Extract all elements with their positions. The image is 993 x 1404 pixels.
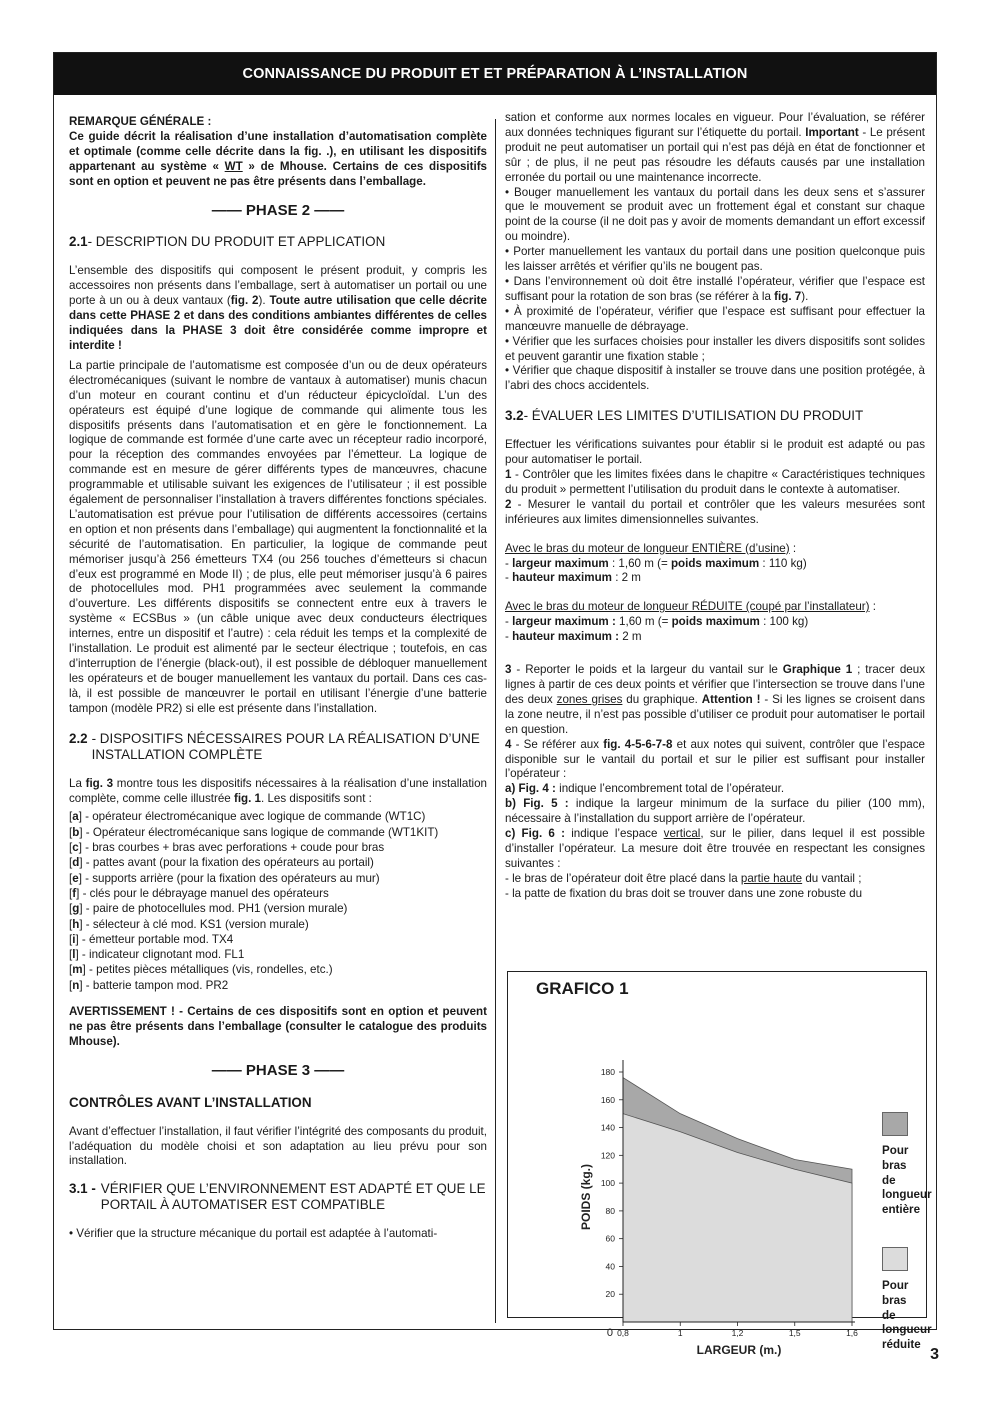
legend-label-line: Pour bras <box>882 1144 909 1172</box>
reduite-largeur: - largeur maximum : 1,60 m (= poids maximum : 100 kg) <box>505 615 809 629</box>
device-list-item: [a] - opérateur électromécanique avec logique de commande (WT1C) <box>69 810 426 824</box>
section-3-2-heading: 3.2 - ÉVALUER LES LIMITES D’UTILISATION DU PRODUIT <box>505 408 864 424</box>
bullet-6: • Vérifier que chaque dispositif à installer se trouve dans une position protégée, à l’abri des chocs accidentels. <box>505 364 925 393</box>
device-list-item: [l] - indicateur clignotant mod. FL1 <box>69 948 245 962</box>
entiere-largeur: - largeur maximum : 1,60 m (= poids maximum : 110 kg) <box>505 556 807 570</box>
phase-2-heading: —— PHASE 2 —— <box>211 201 345 219</box>
fig-6-note: c) Fig. 6 : indique l’espace vertical, sur le pilier, dans lequel il est possible d’installer l’opérateur. La mesure doit être trouvée en respectant les consignes suivantes : <box>505 827 925 870</box>
consigne-2: - la patte de fixation du bras doit se trouver dans une zone robuste du <box>505 886 863 900</box>
x-tick-label: 1,2 <box>731 1328 744 1338</box>
bullet-1: • Bouger manuellement les vantaux du portail dans les deux sens et s’assurer que le mouvement se produit avec un frottement égal et constant sur chaque point de la course (il ne doit pas y avoir de moments demandant un effort excessif ou moindre). <box>505 185 925 244</box>
header-title: CONNAISSANCE DU PRODUIT ET ET PRÉPARATION À L’INSTALLATION <box>242 66 748 82</box>
legend-label-line: de longueur <box>882 1308 932 1337</box>
y-tick-label: 100 <box>600 1178 615 1189</box>
y-tick-label: 140 <box>600 1122 615 1133</box>
step-1: 1 - Contrôler que les limites fixées dans le chapitre « Caractéristiques techniques du produit » permettent l’utilisation du produit dans le contexte à automatiser. <box>505 468 925 496</box>
x-tick-label: 1 <box>677 1328 683 1338</box>
legend-label-line: Pour bras <box>882 1279 909 1307</box>
legend-label-line: de longueur <box>882 1173 932 1202</box>
plot-group <box>579 1060 858 1357</box>
legend-swatch <box>882 1112 908 1136</box>
step-4: 4 - Se référer aux fig. 4-5-6-7-8 et aux notes qui suivent, contrôler que l’espace disponible sur le vantail du portail et sur le pilier est suffisant pour installer l’opérateur : <box>505 737 925 781</box>
controles-heading: CONTRÔLES AVANT L’INSTALLATION <box>69 1094 312 1110</box>
remarque-title: REMARQUE GÉNÉRALE : <box>69 115 212 128</box>
remarque-body: Ce guide décrit la réalisation d’une installation d’automatisation complète et optimale (comme celle décrite dans la fig. .), en utilisant les dispositifs appartenant au système « WT » de Mhouse. Certains de ces dispositifs sont en option et peuvent ne pas être présents dans l’emballage. <box>69 129 488 188</box>
reduite-title: Avec le bras du moteur de longueur RÉDUITE (coupé par l’installateur) : <box>505 600 876 614</box>
x-tick-label: 1,6 <box>846 1328 858 1338</box>
device-list-item: [e] - supports arrière (pour la fixation des opérateurs au mur) <box>69 871 380 885</box>
page-header <box>54 53 936 95</box>
device-list <box>69 809 487 993</box>
y-tick-label: 20 <box>605 1289 615 1300</box>
entiere-hauteur: - hauteur maximum : 2 m <box>505 571 641 585</box>
legend-swatch <box>882 1247 908 1271</box>
grafico-1-chart <box>507 971 932 1357</box>
column-divider <box>495 119 496 1323</box>
y-tick-label: 180 <box>600 1067 615 1077</box>
section-3-1-heading: 3.1 - VÉRIFIER QUE L’ENVIRONNEMENT EST ADAPTÉ ET QUE LE PORTAIL À AUTOMATISER EST COMPATIBLE <box>69 1181 486 1213</box>
phase-3-heading: —— PHASE 3 —— <box>211 1061 345 1079</box>
consigne-1: - le bras de l’opérateur doit être placé dans la partie haute du vantail ; <box>505 871 862 885</box>
step-2: 2 - Mesurer le vantail du portail et contrôler que les valeurs mesurées sont inférieures aux limites dimensionnelles suivantes. <box>505 497 925 526</box>
right-column <box>505 111 925 902</box>
device-list-item: [i] - émetteur portable mod. TX4 <box>69 932 234 946</box>
x-tick-label: 1,5 <box>788 1328 801 1338</box>
device-list-item: [m] - petites pièces métalliques (vis, rondelles, etc.) <box>69 963 333 977</box>
section-2-2-heading: 2.2 - DISPOSITIFS NÉCESSAIRES POUR LA RÉALISATION D’UNE INSTALLATION COMPLÈTE <box>69 730 480 762</box>
left-column <box>69 115 487 1247</box>
legend-label <box>882 1144 932 1218</box>
fig-5-note: b) Fig. 5 : indique la largeur minimum de la surface du pilier (100 mm), nécessaire à l’installation du support arrière de l’opérateur. <box>505 797 925 826</box>
entiere-title: Avec le bras du moteur de longueur ENTIÈRE (d’usine) : <box>505 541 797 555</box>
page-number: 3 <box>930 1346 939 1363</box>
y-tick-label: 120 <box>600 1150 615 1161</box>
legend-label <box>882 1279 932 1353</box>
controles-paragraph: Avant d’effectuer l’installation, il faut vérifier l’intégrité des composants du produit, l’adéquation du modèle choisi et son adaptation au lieu prévu pour son installation. <box>69 1124 487 1168</box>
paragraph-2-1-a: L’ensemble des dispositifs qui composent le présent produit, y compris les accessoires non présents dans l’emballage, sert à automatiser un portail ou une porte à un ou à deux vantaux (fig. 2). Toute autre utilisation que celle décrite dans cette PHASE 2 et dans des conditions ambiantes différentes de celles indiquées dans la PHASE 3 doit être considérée comme impropre et interdite ! <box>69 264 487 352</box>
paragraph-3-1: • Vérifier que la structure mécanique du portail est adaptée à l’automati- <box>69 1227 438 1241</box>
bullet-4: • À proximité de l’opérateur, vérifier que l’espace est suffisant pour effectuer la manœuvre manuelle de débrayage. <box>505 304 925 333</box>
x-tick-label: 0,8 <box>617 1328 629 1338</box>
bullet-2: • Porter manuellement les vantaux du portail dans une position quelconque puis les laisser arrêtés et vérifier qu’ils ne bougent pas. <box>505 245 925 274</box>
reduite-hauteur: - hauteur maximum : 2 m <box>505 630 642 644</box>
paragraph-3-1-cont: sation et conforme aux normes locales en vigueur. Pour l’évaluation, se référer aux données techniques figurant sur l’étiquette du portail. Important - Le présent produit ne peut automatiser un portail qui n’est pas déjà en état de fonctionner et sûr ; de plus, il ne peut pas résoudre les défauts causés par une installation erronée du portail ou une maintenance incorrecte. <box>505 111 926 184</box>
avertissement: AVERTISSEMENT ! - Certains de ces dispositifs sont en option et peuvent ne pas être présents dans l’emballage (consulter le catalogue des produits Mhouse). <box>69 1005 487 1048</box>
legend-label-line: réduite <box>882 1338 921 1352</box>
device-list-item: [f] - clés pour le débrayage manuel des opérateurs <box>69 886 329 900</box>
fig-4-note: a) Fig. 4 : indique l’encombrement total de l’opérateur. <box>505 782 785 796</box>
device-list-item: [g] - paire de photocellules mod. PH1 (version murale) <box>69 902 348 916</box>
paragraph-2-2: La fig. 3 montre tous les dispositifs nécessaires à la réalisation d’une installation complète, comme celle illustrée fig. 1. Les dispositifs sont : <box>69 776 488 805</box>
origin-label: 0 <box>606 1327 613 1339</box>
paragraph-2-1-b: La partie principale de l’automatisme est composée d’un ou de deux opérateurs électromécaniques (suivant le nombre de vantaux à automatiser) munis chacun d’un moteur en courant continu et d’un réducteur épicycloïdal. L’un des opérateurs est équipé d’une logique de commande qui alimente tous les dispositifs présents dans l’automatisation et en gère le fonctionnement. La logique de commande est formée d’une carte avec un récepteur radio incorporé, pour la réception des commandes envoyées par l’émetteur. La logique de commande est en mesure de gérer différents types de manœuvres, chacune programmable et utilisable suivant les exigences de l’utilisateur ; il est possible également de personnaliser l’installation à travers différentes fonctions spéciales. L’automatisation est prévue pour l’utilisation de différents accessoires (certains en option et non présents dans l’emballage) qui augmentent la fonctionnalité et la sécurité de l’automatisation. En particulier, la logique de commande peut mémoriser jusqu’à 256 émetteurs TX4 (ou 256 touches d’émetteurs si chacun d’eux est programmé en Mode II) ; de plus, elle peut mémoriser jusqu’à 6 paires de photocellules mod. PH1 programmées avec seulement la commande d’ouverture. Les différents dispositifs se connectent entre eux à travers le système « ECSBus » (un câble unique avec deux conducteurs électriques internes, entre un dispositif et l’autre) : cela réduit les temps et la complexité de l’installation. Le produit est alimenté par le secteur électrique ; toutefois, en cas d’interruption de l’énergie (black-out), il est possible de débloquer manuellement les opérateurs et de bouger manuellement les vantaux du portail. Dans ces cas-là, il est possible de manœuvrer le portail en utilisant l’énergie d’une batterie tampon (modèle PR2) si elle est présente dans l’installation. <box>69 358 487 715</box>
bullet-5: • Vérifier que les surfaces choisies pour installer les divers dispositifs sont solides et peuvent garantir une fixation stable ; <box>505 334 925 363</box>
page-frame <box>53 52 937 1357</box>
y-tick-label: 60 <box>605 1233 615 1244</box>
y-tick-label: 40 <box>605 1261 615 1272</box>
step-3: 3 - Reporter le poids et la largeur du vantail sur le Graphique 1 ; tracer deux lignes à partir de ces deux points et vérifier que l’intersection se trouve dans l’une des deux zones grises du graphique. Attention ! - Si les lignes se croisent dans la zone neutre, il n’est pas possible d’utiliser ce produit pour automatiser le portail en question. <box>505 663 925 736</box>
y-axis-label: POIDS (kg.) <box>579 1163 593 1231</box>
paragraph-3-2: Effectuer les vérifications suivantes pour établir si le produit est adapté ou pas pour automatiser le portail. <box>505 438 925 467</box>
bullet-3: • Dans l’environnement où doit être installé l’opérateur, vérifier que l’espace est suffisant pour la rotation de son bras (se référer à la fig. 7). <box>505 274 925 303</box>
device-list-item: [d] - pattes avant (pour la fixation des opérateurs au portail) <box>69 856 374 870</box>
section-2-1-heading: 2.1 - DESCRIPTION DU PRODUIT ET APPLICATION <box>69 234 386 250</box>
device-list-item: [b] - Opérateur électromécanique sans logique de commande (WT1KIT) <box>69 825 439 839</box>
chart-title: GRAFICO 1 <box>536 979 629 998</box>
x-axis-label: LARGEUR (m.) <box>696 1343 782 1357</box>
legend-label-line: entière <box>882 1203 921 1217</box>
y-tick-label: 160 <box>600 1094 615 1105</box>
device-list-item: [c] - bras courbes + bras avec perforations + coude pour bras <box>69 841 385 855</box>
device-list-item: [n] - batterie tampon mod. PR2 <box>69 978 229 992</box>
y-tick-label: 80 <box>605 1205 615 1216</box>
device-list-item: [h] - sélecteur à clé mod. KS1 (version murale) <box>69 917 309 931</box>
